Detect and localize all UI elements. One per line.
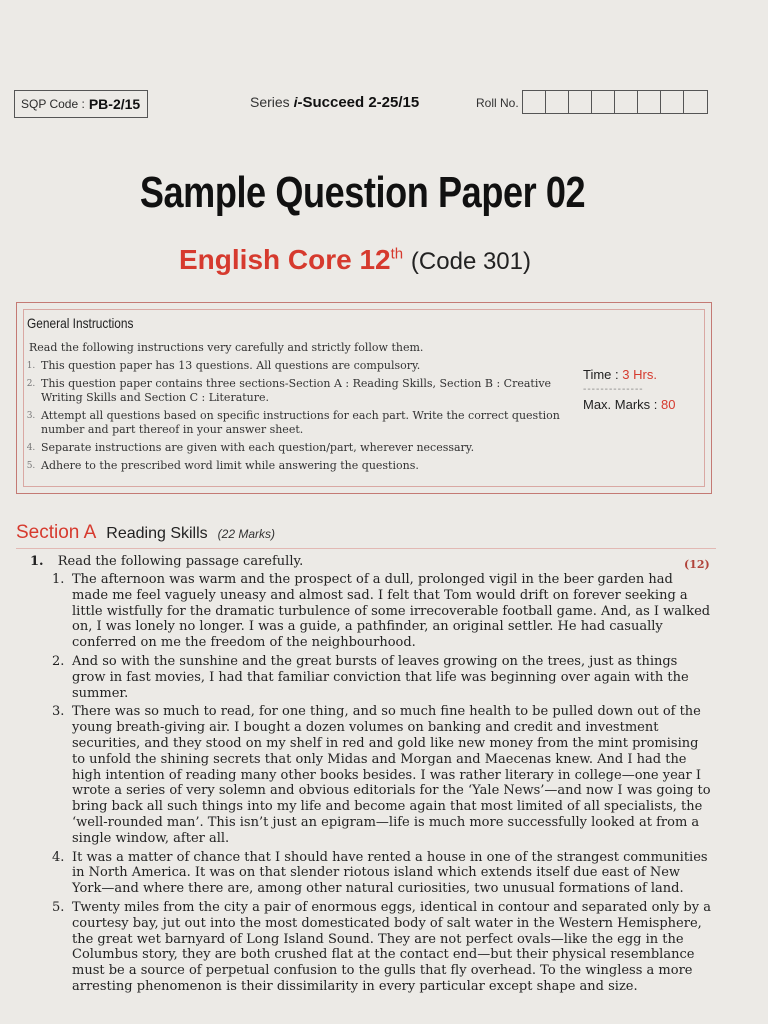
instruction-item [21, 459, 581, 473]
instruction-item [21, 441, 581, 455]
max-marks-label: Max. Marks : [583, 397, 658, 412]
series-line [250, 94, 419, 111]
question-number: 1. [30, 554, 44, 569]
instruction-item [21, 359, 581, 373]
time-value: 3 Hrs. [622, 367, 657, 382]
reading-passage [52, 572, 712, 998]
instruction-text: Adhere to the prescribed word limit while answering the questions. [41, 459, 419, 472]
section-marks: (22 Marks) [217, 527, 276, 541]
instructions-title: General Instructions [27, 315, 134, 331]
paper-title: Sample Question Paper 02 [139, 168, 586, 217]
paragraph-number: 2. [52, 653, 65, 669]
passage-paragraph [52, 850, 712, 897]
passage-paragraph [52, 572, 712, 651]
roll-box [592, 91, 615, 113]
instruction-number: 5. [26, 461, 36, 471]
paragraph-number: 4. [52, 849, 65, 865]
section-title: Reading Skills [106, 525, 208, 542]
passage-paragraph [52, 654, 712, 701]
question-text: Read the following passage carefully. [57, 554, 304, 569]
subject-code: (Code 301) [410, 248, 531, 275]
instruction-text: Attempt all questions based on specific instructions for each part. Write the correct question number and part thereof in your answer sheet. [41, 409, 560, 436]
instruction-text: Separate instructions are given with each question/part, wherever necessary. [41, 441, 475, 454]
paragraph-number: 5. [52, 899, 65, 915]
instruction-text: This question paper contains three sections-Section A : Reading Skills, Section B : Creative Writing Skills and Section C : Literature. [41, 377, 552, 404]
roll-box [638, 91, 661, 113]
subject-sup: th [390, 245, 404, 263]
paper-subtitle [0, 244, 710, 276]
paragraph-number: 3. [52, 704, 65, 720]
paragraph-text: And so with the sunshine and the great bursts of leaves growing on the trees, just as things grow in fast movies, I had that familiar conviction that life was beginning over again with the summer. [72, 653, 689, 701]
series-value: -Succeed 2-25/15 [297, 94, 420, 111]
section-heading [16, 522, 275, 544]
paragraph-text: The afternoon was warm and the prospect of a dull, prolonged vigil in the beer garden had made me feel vaguely uneasy and almost sad. I felt that Tom would drift on forever seeking a little wistfully for the dramatic turbulence of some irrecoverable football game. And, as I walked on, I was lonely no longer. I was a guide, a pathfinder, an original settler. He had casually conferred on me the freedom of the neighbourhood. [72, 572, 711, 651]
section-divider [16, 548, 716, 549]
instructions-box [16, 302, 712, 494]
series-label: Series [250, 94, 290, 110]
meta-separator: -------------- [583, 384, 644, 395]
sqp-code-box [14, 90, 148, 118]
roll-box [523, 91, 546, 113]
roll-box [546, 91, 569, 113]
question-1 [30, 554, 303, 569]
question-marks: (12) [684, 558, 710, 571]
instruction-text: This question paper has 13 questions. All questions are compulsory. [41, 359, 421, 372]
instruction-number: 3. [26, 411, 36, 421]
instructions-list [21, 359, 581, 477]
paragraph-text: Twenty miles from the city a pair of enormous eggs, identical in contour and separated only by a courtesy bay, jut out into the most domesticated body of salt water in the Western Hemisphere, the great wet barnyard of Long Island Sound. They are not perfect ovals—like the egg in the Columbus story, they are both crushed flat at the contact end—but their physical resemblance must be a source of perpetual confusion to the gulls that fly overhead. To the wingless a more arresting phenomenon is their dissimilarity in every particular except shape and size. [72, 899, 711, 994]
roll-box [684, 91, 707, 113]
exam-meta [583, 367, 676, 424]
roll-box [661, 91, 684, 113]
passage-paragraph [52, 900, 712, 995]
instruction-number: 1. [26, 361, 36, 371]
instruction-number: 4. [26, 443, 36, 453]
paragraph-number: 1. [52, 572, 65, 587]
sqp-code-label: SQP Code : [21, 97, 85, 111]
paragraph-text: It was a matter of chance that I should have rented a house in one of the strangest communities in North America. It was on that slender riotous island which extends itself due east of New York—and where there are, among other natural curiosities, two unusual formations of land. [72, 849, 708, 897]
instruction-number: 2. [26, 379, 36, 389]
roll-box [615, 91, 638, 113]
subject-name: English Core 12 [179, 244, 391, 275]
section-name: Section A [16, 522, 97, 543]
series-prefix: i [293, 94, 298, 110]
instruction-item [21, 377, 581, 405]
marks-row [583, 397, 676, 412]
paragraph-text: There was so much to read, for one thing, and so much fine health to be pulled down out of the young breath-giving air. I bought a dozen volumes on banking and credit and investment securities, and they stood on my shelf in red and gold like new money from the mint promising to unfold the shining secrets that only Midas and Morgan and Maecenas knew. And I had the high intention of reading many other books besides. I was rather literary in college—one year I wrote a series of very solemn and obvious editorials for the ‘Yale News’—and now I was going to bring back all such things into my life and become again that most limited of all specialists, the ‘well-rounded man’. This isn’t just an epigram—life is much more successfully looked at from a single window, after all. [72, 704, 711, 846]
time-label: Time : [583, 367, 619, 382]
passage-paragraph [52, 704, 712, 846]
instruction-item [21, 409, 581, 437]
sqp-code-value: PB-2/15 [88, 96, 141, 112]
roll-number-label: Roll No. [476, 96, 519, 110]
max-marks-value: 80 [661, 397, 676, 412]
roll-number-boxes [522, 90, 708, 114]
instructions-lead: Read the following instructions very carefully and strictly follow them. [29, 341, 424, 354]
time-row [583, 367, 676, 382]
roll-box [569, 91, 592, 113]
